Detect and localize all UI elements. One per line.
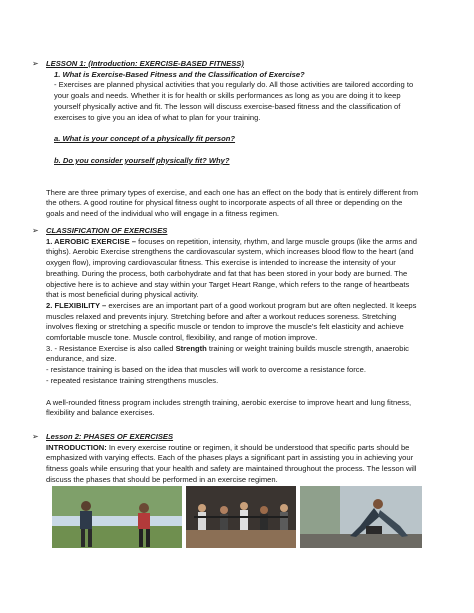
aerobic-paragraph xyxy=(46,237,422,301)
intro-text: In every exercise routine or regimen, it should be understood that specific parts should be emphasized with varying effects. Each of the phases plays a significant part in assisting you in achieving your fitness goals while ensuring that your health and safety are maintained throughout the process. The lesson will discuss the phases that should be performed in an exercise regimen. xyxy=(46,442,417,484)
flexibility-paragraph xyxy=(46,301,422,344)
lesson1-body xyxy=(46,70,422,167)
question-b: b. Do you consider yourself physically fit? Why? xyxy=(54,155,230,165)
intro-label: INTRODUCTION: xyxy=(46,442,107,452)
question-a: a. What is your concept of a physically fit person? xyxy=(54,134,236,144)
flexibility-text: exercises are an important part of a good workout program but are often neglected. It keeps muscles relaxed and prevents injury. Stretching before and after a workout reduces soreness. Stretching involves flexing or stretching a specific muscle or tendon to improve the muscle's felt elasticity and achieve comfortable muscle tone. Muscle control, flexibility, and range of motion improve. xyxy=(46,300,417,343)
lesson1-question: 1. What is Exercise-Based Fitness and the Classification of Exercise? xyxy=(54,69,305,79)
summary-paragraph: A well-rounded fitness program includes strength training, aerobic exercise to improve heart and lung fitness, flexibility and balance exercises. xyxy=(46,397,412,418)
classification-heading: CLASSIFICATION OF EXERCISES xyxy=(46,226,168,235)
resistance-text-post: training or weight training builds muscle strength, anaerobic endurance, and size. xyxy=(46,343,409,364)
resistance-bullet-2: - repeated resistance training strengthens muscles. xyxy=(46,375,219,385)
yoga-stretch-image xyxy=(300,486,422,548)
resistance-paragraph xyxy=(46,344,422,365)
aerobic-text: focuses on repetition, intensity, rhythm, and large muscle groups (like the arms and thighs). Aerobic Exercise strengthens the cardiovascular system, which increases blood flow to the heart (and oxygen flow), improving cardiovascular fitness. This exercise is intended to increase the intensity of your breathing. During the process, both carbohydrate and fat that has been stored in your body are burned. The objective here is to achieve and stay within your Target Heart Range, which refers to the range of heartbeats that is most beneficial during physical activity. xyxy=(46,236,417,300)
lesson2-section xyxy=(32,432,422,486)
gym-class-image xyxy=(186,486,296,548)
lesson2-intro xyxy=(46,443,422,486)
flexibility-label: 2. FLEXIBILITY – xyxy=(46,300,107,310)
outdoor-workout-image xyxy=(52,486,182,548)
resistance-text-pre: 3. - Resistance Exercise is also called xyxy=(46,343,176,353)
arrow-bullet-icon: ➢ xyxy=(32,432,39,441)
arrow-bullet-icon: ➢ xyxy=(32,59,39,68)
lesson2-heading: Lesson 2: PHASES OF EXERCISES xyxy=(46,432,174,441)
lesson1-heading: LESSON 1: (Introduction: EXERCISE-BASED FITNESS) xyxy=(46,59,244,68)
resistance-bold: Strength xyxy=(175,343,207,353)
classification-section xyxy=(32,226,422,419)
gym-class-photo xyxy=(186,486,296,548)
lesson1-answer: - Exercises are planned physical activities that you regularly do. All those activities are tailored according to your goals and needs. Whether it is for health or skills performances as long as you are doing it to keep yourself physically active and fit. The lesson will discuss exercise-based fitness and the classification of exercises to give you an idea of what to plan for your training. xyxy=(54,80,414,122)
outdoor-workout-photo xyxy=(52,486,182,548)
resistance-bullet-1: - resistance training is based on the idea that muscles will work to overcome a resistance force. xyxy=(46,365,366,375)
yoga-stretch-photo xyxy=(300,486,422,548)
lesson1-section xyxy=(32,59,422,220)
arrow-bullet-icon: ➢ xyxy=(32,226,39,235)
types-paragraph: There are three primary types of exercise, and each one has an effect on the body that is entirely different from the others. A good routine for physical fitness ought to incorporate aspects of all three or depending on the goals and need of the individual who will engage in a fitness regimen. xyxy=(46,187,419,219)
aerobic-label: 1. AEROBIC EXERCISE – xyxy=(46,236,137,246)
